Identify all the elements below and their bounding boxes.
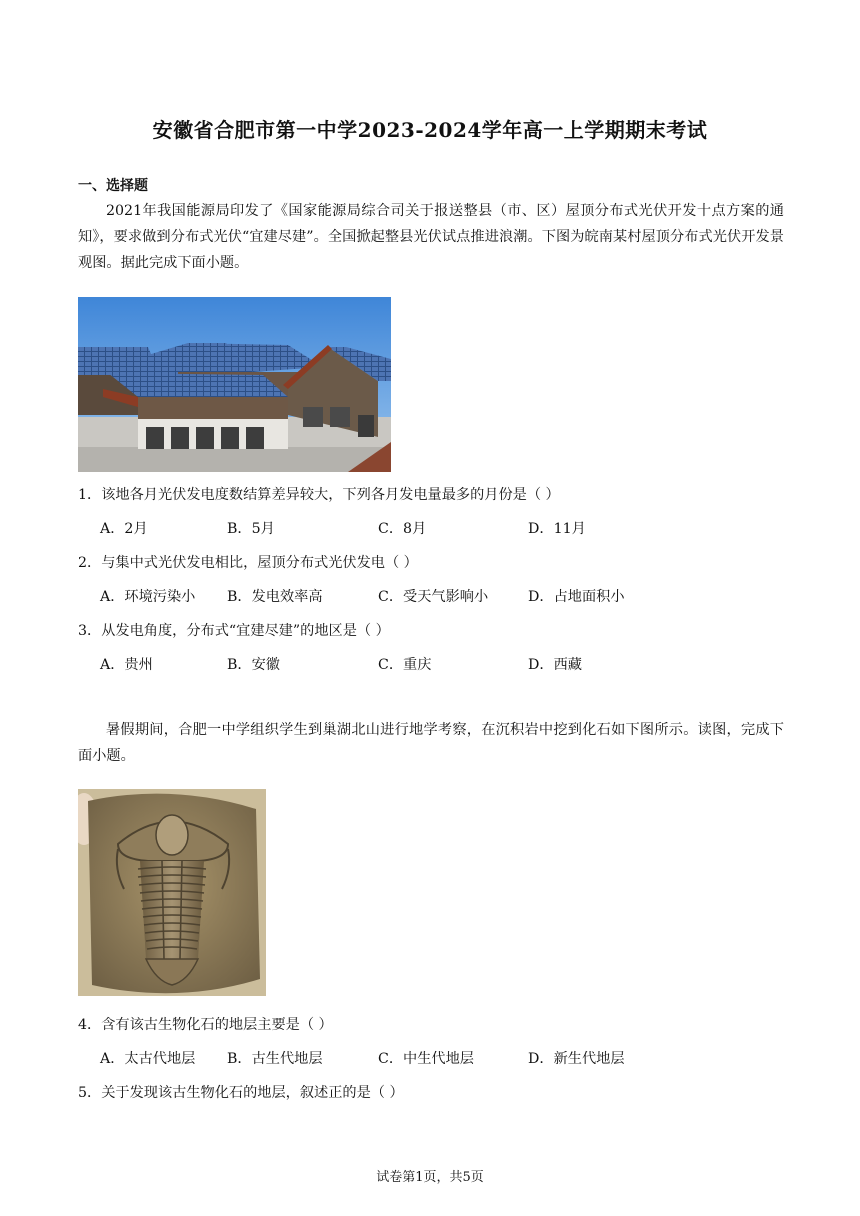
- page-footer: 试卷第1页，共5页: [376, 1170, 484, 1185]
- option-a[interactable]: A．环境污染小: [100, 589, 196, 605]
- section-heading: 一、选择题: [78, 178, 148, 194]
- option-a[interactable]: A．2月: [100, 521, 148, 537]
- option-a[interactable]: A．贵州: [100, 657, 153, 673]
- passage-2: 暑假期间，合肥一中学组织学生到巢湖北山进行地学考察，在沉积岩中挖到化石如下图所示。读图，完成下面小题。: [78, 722, 784, 764]
- option-b[interactable]: B．5月: [227, 521, 275, 537]
- question-5: 5．关于发现该古生物化石的地层，叙述正的是（ ）: [78, 1085, 404, 1101]
- option-b[interactable]: B．发电效率高: [227, 589, 323, 605]
- option-a[interactable]: A．太古代地层: [100, 1051, 196, 1067]
- option-b[interactable]: B．古生代地层: [227, 1051, 323, 1067]
- trilobite-fossil-photo: [78, 789, 266, 996]
- passage-1: 2021年我国能源局印发了《国家能源局综合司关于报送整县（市、区）屋顶分布式光伏开发十点方案的通知》，要求做到分布式光伏“宜建尽建”。全国掀起整县光伏试点推进浪潮。下图为皖南某村屋顶分布式光伏开发景观图。据此完成下面小题。: [78, 203, 784, 271]
- page-title: 安徽省合肥市第一中学2023-2024学年高一上学期期末考试: [152, 118, 708, 142]
- question-2: 2．与集中式光伏发电相比，屋顶分布式光伏发电（ ）: [78, 555, 418, 571]
- option-d[interactable]: D．占地面积小: [528, 589, 625, 605]
- option-b[interactable]: B．安徽: [227, 657, 280, 673]
- question-4: 4．含有该古生物化石的地层主要是（ ）: [78, 1017, 333, 1033]
- question-1: 1．该地各月光伏发电度数结算差异较大，下列各月发电量最多的月份是（ ）: [78, 487, 560, 503]
- question-3: 3．从发电角度，分布式“宜建尽建”的地区是（ ）: [78, 623, 390, 639]
- option-d[interactable]: D．新生代地层: [528, 1051, 625, 1067]
- option-c[interactable]: C．受天气影响小: [378, 589, 489, 605]
- option-d[interactable]: D．11月: [528, 521, 586, 537]
- option-c[interactable]: C．重庆: [378, 657, 432, 673]
- solar-roof-photo: [78, 297, 391, 472]
- option-c[interactable]: C．中生代地层: [378, 1051, 474, 1067]
- option-d[interactable]: D．西藏: [528, 657, 582, 673]
- option-c[interactable]: C．8月: [378, 521, 427, 537]
